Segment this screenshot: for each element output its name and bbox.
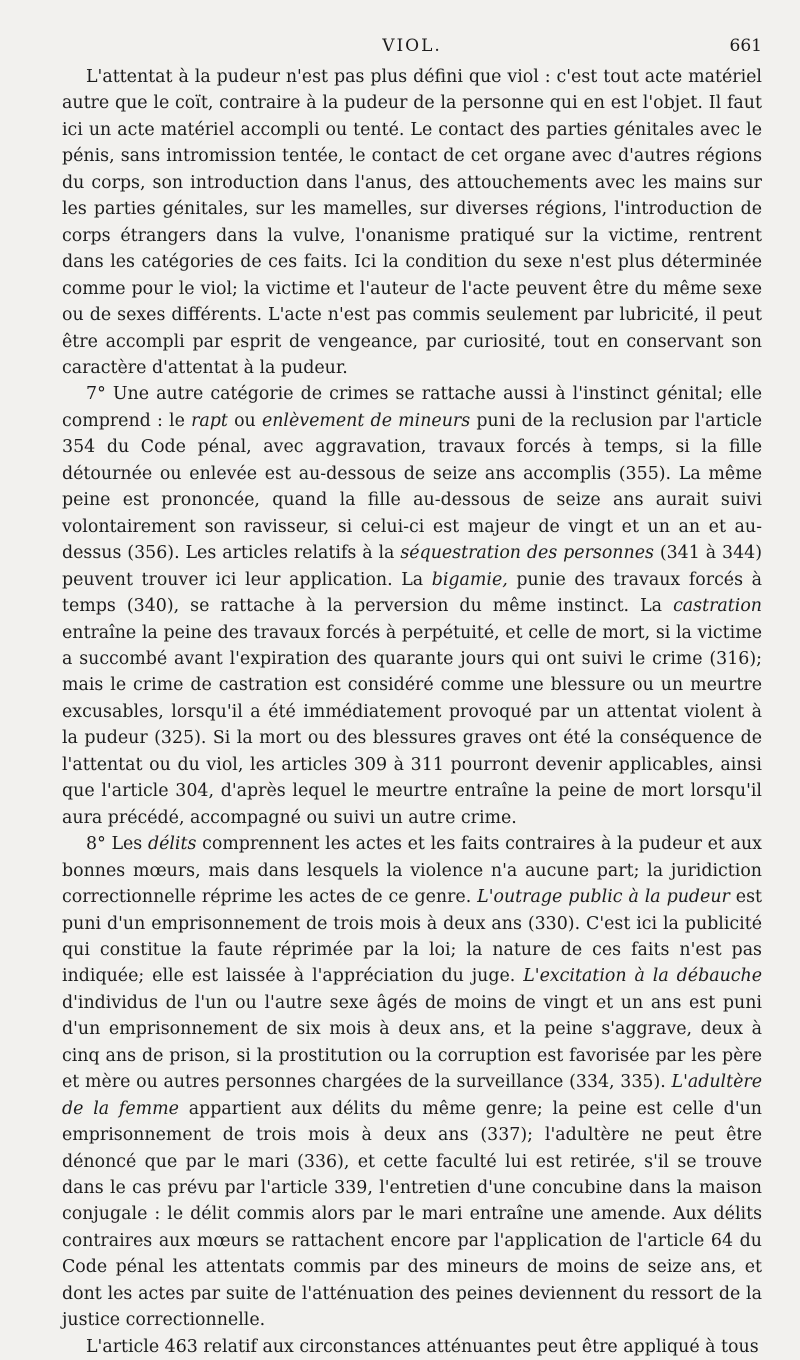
- page-header: [62, 30, 762, 64]
- page-number: 661: [729, 36, 762, 56]
- body-text: [62, 64, 762, 1360]
- italic-term: bigamie,: [431, 569, 508, 590]
- text-run: L'attentat à la pudeur n'est pas plus défini que viol : c'est tout acte matériel autre que le coït, contraire à la pudeur de la personne qui en est l'objet. Il faut ici un acte matériel accompli ou tenté. Le contact des parties génitales avec le pénis, sans intromission tentée, le contact de cet organe avec d'autres régions du corps, son introduction dans l'anus, des attouchements avec les mains sur les parties génitales, sur les mamelles, sur diverses régions, l'introduction de corps étrangers dans la vulve, l'onanisme pratiqué sur la victime, rentrent dans les catégories de ces faits. Ici la condition du sexe n'est plus déterminée comme pour le viol; la victime et l'auteur de l'acte peuvent être du même sexe ou de sexes différents. L'acte n'est pas commis seulement par lubricité, il peut être accompli par esprit de vengeance, par curiosité, tout en conservant son caractère d'attentat à la pudeur.: [62, 67, 762, 378]
- text-run: d'individus de l'un ou l'autre sexe âgés de moins de vingt et un ans est puni d'un emprisonnement de six mois à deux ans, et la peine s'aggrave, deux à cinq ans de prison, si la prostitution ou la corruption est favorisée par les père et mère ou autres personnes chargées de la surveillance (334, 335).: [62, 992, 762, 1093]
- italic-term: L'excitation à la débauche: [523, 966, 763, 987]
- text-run: comprennent les actes et les faits contraires à la pudeur et aux bonnes mœurs, mais dans lesquels la violence n'a aucune part; la juridiction correctionnelle réprime les actes de ce genre.: [62, 834, 762, 908]
- running-title: VIOL.: [382, 36, 442, 56]
- italic-term: castration: [673, 596, 762, 617]
- text-run: 7° Une autre catégorie de crimes se rattache aussi à l'instinct génital; elle comprend : le: [62, 384, 762, 431]
- text-run: puni de la reclusion par l'article 354 du Code pénal, avec aggravation, travaux forcés à temps, si la fille détournée ou enlevée est au-dessous de seize ans accomplis (355). La même peine est prononcée, quand la fille au-dessous de seize ans aurait suivi volontairement son ravisseur, si celui-ci est majeur de vingt et un an et au-dessus (356). Les articles relatifs à la: [62, 410, 762, 564]
- italic-term: enlèvement de mineurs: [261, 410, 471, 431]
- text-run: (341 à 344) peuvent trouver ici leur application. La: [62, 543, 762, 590]
- text-run: ou: [227, 410, 262, 431]
- paragraph: [62, 831, 762, 1334]
- italic-term: rapt: [191, 410, 228, 431]
- text-run: 8° Les: [86, 834, 148, 855]
- text-run: est puni d'un emprisonnement de trois mois à deux ans (330). C'est ici la publicité qui constitue la faute réprimée par la loi; la nature de ces faits n'est pas indiquée; elle est laissée à l'appréciation du juge.: [62, 887, 762, 987]
- italic-term: L'adultère de la femme: [62, 1072, 762, 1119]
- italic-term: séquestration des personnes: [400, 543, 654, 564]
- paragraph: [62, 381, 762, 831]
- text-run: L'article 463 relatif aux circonstances atténuantes peut être appliqué à tous: [86, 1336, 759, 1357]
- italic-term: L'outrage public à la pudeur: [477, 887, 730, 908]
- paragraph: [62, 1334, 762, 1360]
- italic-term: délits: [147, 834, 197, 855]
- text-run: punie des travaux forcés à temps (340), se rattache à la perversion du même instinct. La: [62, 569, 762, 617]
- paragraph: [62, 64, 762, 381]
- text-run: entraîne la peine des travaux forcés à perpétuité, et celle de mort, si la victime a succombé avant l'expiration des quarante jours qui ont suivi le crime (316); mais le crime de castration est considéré comme une blessure ou un meurtre excusables, lorsqu'il a été immédiatement provoqué par un attentat violent à la pudeur (325). Si la mort ou des blessures graves ont été la conséquence de l'attentat ou du viol, les articles 309 à 311 pourront devenir applicables, ainsi que l'article 304, d'après lequel le meurtre entraîne la peine de mort lorsqu'il aura précédé, accompagné ou suivi un autre crime.: [62, 622, 762, 828]
- text-run: appartient aux délits du même genre; la peine est celle d'un emprisonnement de trois mois à deux ans (337); l'adultère ne peut être dénoncé que par le mari (336), et cette faculté lui est retirée, s'il se trouve dans le cas prévu par l'article 339, l'entretien d'une concubine dans la maison conjugale : le délit commis alors par le mari entraîne une amende. Aux délits contraires aux mœurs se rattachent encore par l'application de l'article 64 du Code pénal les attentats commis par des mineurs de moins de seize ans, et dont les actes par suite de l'atténuation des peines deviennent du ressort de la justice correctionnelle.: [62, 1098, 762, 1331]
